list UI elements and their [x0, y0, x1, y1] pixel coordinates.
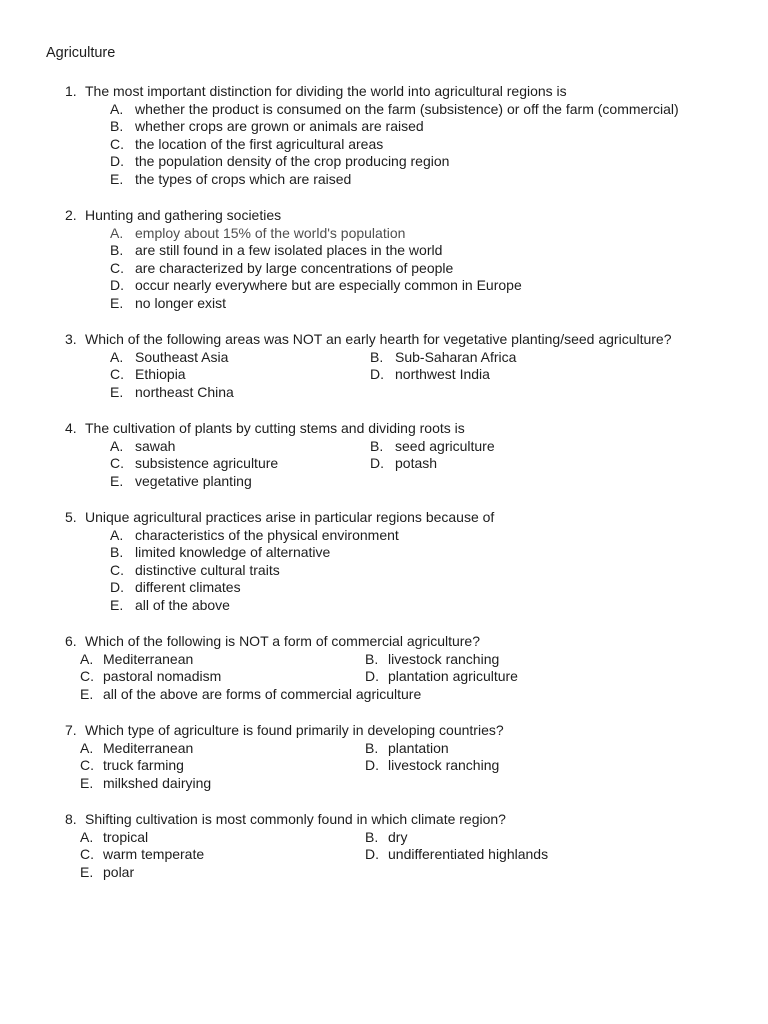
question-3-option-d [370, 366, 490, 384]
option-row [46, 260, 746, 278]
question-7-option-a [80, 740, 365, 758]
option-text: plantation agriculture [388, 668, 518, 684]
option-letter: C. [110, 135, 124, 152]
options [46, 438, 746, 491]
option-letter: A. [110, 224, 124, 241]
option-letter: D. [110, 579, 124, 595]
option-letter: C. [110, 259, 124, 276]
question-8-option-e [80, 864, 134, 882]
option-row [46, 438, 746, 456]
options [46, 349, 746, 402]
question-4-option-d [370, 455, 437, 473]
option-letter: E. [110, 294, 124, 311]
question-7-option-e [80, 775, 211, 793]
option-letter: E. [80, 863, 94, 880]
question-line [46, 83, 746, 101]
option-text: northeast China [135, 383, 234, 400]
option-text: pastoral nomadism [103, 668, 222, 684]
option-text: Mediterranean [103, 739, 194, 756]
option-letter: B. [365, 650, 379, 667]
options [46, 101, 746, 189]
question-number: 4. [65, 420, 77, 436]
option-text: livestock ranching [388, 757, 500, 773]
option-text: warm temperate [103, 846, 205, 862]
question-6-option-b [365, 651, 499, 669]
question-6-option-a [80, 651, 365, 669]
option-text: milkshed dairying [103, 774, 212, 791]
option-row [46, 864, 746, 882]
question-text: Shifting cultivation is most commonly found in which climate region? [85, 811, 506, 827]
option-text: the types of crops which are raised [135, 170, 352, 187]
option-text: whether the product is consumed on the farm (subsistence) or off the farm (commercial) [135, 100, 679, 117]
option-letter: B. [370, 437, 384, 454]
option-text: subsistence agriculture [135, 455, 279, 471]
option-letter: D. [365, 668, 379, 684]
question-6-option-c [80, 668, 365, 686]
option-row [46, 384, 746, 402]
question-line [46, 420, 746, 438]
option-text: occur nearly everywhere but are especially common in Europe [135, 277, 522, 293]
question-5 [46, 509, 746, 614]
option-row [46, 668, 746, 686]
option-letter: E. [110, 383, 124, 400]
option-text: potash [395, 455, 438, 471]
option-letter: C. [110, 455, 124, 471]
option-text: are characterized by large concentrations of people [135, 259, 454, 276]
question-2-option-b [110, 242, 442, 260]
question-6-option-e [80, 686, 421, 704]
option-row [46, 686, 746, 704]
option-letter: C. [80, 846, 94, 862]
question-4-option-e [110, 473, 252, 491]
question-line [46, 509, 746, 527]
option-letter: C. [80, 757, 94, 773]
question-line [46, 331, 746, 349]
question-line [46, 633, 746, 651]
question-1-option-b [110, 118, 424, 136]
option-text: limited knowledge of alternative [135, 544, 331, 560]
question-number: 8. [65, 811, 77, 827]
question-text: Which of the following areas was NOT an early hearth for vegetative planting/seed agriculture? [85, 331, 672, 347]
option-text: vegetative planting [135, 472, 252, 489]
question-2 [46, 207, 746, 312]
option-row [46, 740, 746, 758]
question-7-option-b [365, 740, 449, 758]
question-1-option-c [110, 136, 383, 154]
option-letter: A. [110, 437, 124, 454]
option-letter: E. [110, 472, 124, 489]
option-letter: A. [80, 650, 94, 667]
option-text: Sub-Saharan Africa [395, 348, 517, 365]
option-text: plantation [388, 739, 449, 756]
question-5-option-a [110, 527, 399, 545]
options [46, 829, 746, 882]
option-row [46, 757, 746, 775]
question-number: 6. [65, 633, 77, 649]
question-text: Which of the following is NOT a form of commercial agriculture? [85, 633, 480, 649]
option-letter: D. [365, 846, 379, 862]
question-2-option-d [110, 277, 522, 295]
question-7 [46, 722, 746, 792]
option-letter: B. [365, 828, 379, 845]
option-letter: B. [110, 242, 124, 258]
question-5-option-d [110, 579, 241, 597]
option-letter: E. [110, 596, 124, 613]
option-row [46, 597, 746, 615]
question-1-option-d [110, 153, 449, 171]
option-row [46, 136, 746, 154]
question-5-option-b [110, 544, 330, 562]
option-letter: C. [110, 561, 124, 578]
option-row [46, 579, 746, 597]
option-letter: A. [80, 828, 94, 845]
option-row [46, 455, 746, 473]
question-8-option-b [365, 829, 407, 847]
option-row [46, 544, 746, 562]
question-4-option-b [370, 438, 495, 456]
option-text: are still found in a few isolated places in the world [135, 242, 443, 258]
option-text: Mediterranean [103, 650, 194, 667]
option-text: Southeast Asia [135, 348, 229, 365]
option-text: sawah [135, 437, 176, 454]
option-text: all of the above [135, 596, 230, 613]
question-line [46, 722, 746, 740]
option-text: polar [103, 863, 135, 880]
question-3 [46, 331, 746, 401]
question-4-option-c [110, 455, 370, 473]
option-row [46, 277, 746, 295]
option-letter: D. [370, 366, 384, 382]
question-4-option-a [110, 438, 370, 456]
question-1 [46, 83, 746, 188]
option-letter: B. [110, 118, 124, 134]
option-letter: D. [365, 757, 379, 773]
option-row [46, 118, 746, 136]
question-number: 1. [65, 83, 77, 99]
question-number: 3. [65, 331, 77, 347]
option-letter: C. [110, 366, 124, 382]
question-list [46, 83, 746, 881]
option-row [46, 527, 746, 545]
option-letter: E. [110, 170, 124, 187]
option-letter: A. [110, 348, 124, 365]
question-8-option-d [365, 846, 548, 864]
option-row [46, 349, 746, 367]
options [46, 651, 746, 704]
options [46, 527, 746, 615]
option-row [46, 295, 746, 313]
question-2-option-e [110, 295, 226, 313]
option-row [46, 171, 746, 189]
question-text: Hunting and gathering societies [85, 207, 282, 223]
question-1-option-e [110, 171, 351, 189]
option-letter: C. [80, 668, 94, 684]
option-letter: D. [110, 277, 124, 293]
option-text: whether crops are grown or animals are raised [135, 118, 424, 134]
page-title: Agriculture [46, 45, 116, 61]
option-row [46, 225, 746, 243]
option-text: northwest India [395, 366, 490, 382]
option-text: the population density of the crop producing region [135, 153, 450, 169]
option-letter: E. [80, 685, 94, 702]
question-3-option-c [110, 366, 370, 384]
question-8 [46, 811, 746, 881]
question-6 [46, 633, 746, 703]
question-1-option-a [110, 101, 679, 119]
option-letter: A. [110, 100, 124, 117]
option-text: the location of the first agricultural areas [135, 135, 384, 152]
question-8-option-c [80, 846, 365, 864]
option-text: livestock ranching [388, 650, 500, 667]
question-5-option-c [110, 562, 280, 580]
question-6-option-d [365, 668, 518, 686]
question-line [46, 207, 746, 225]
option-row [46, 651, 746, 669]
option-letter: D. [370, 455, 384, 471]
option-row [46, 366, 746, 384]
question-4 [46, 420, 746, 490]
option-row [46, 562, 746, 580]
question-number: 2. [65, 207, 77, 223]
options [46, 225, 746, 313]
question-text: Unique agricultural practices arise in particular regions because of [85, 509, 495, 525]
question-line [46, 811, 746, 829]
option-letter: D. [110, 153, 124, 169]
question-3-option-b [370, 349, 516, 367]
question-8-option-a [80, 829, 365, 847]
option-row [46, 101, 746, 119]
option-text: Ethiopia [135, 366, 186, 382]
question-number: 5. [65, 509, 77, 525]
option-row [46, 242, 746, 260]
question-7-option-c [80, 757, 365, 775]
option-text: no longer exist [135, 294, 227, 311]
option-text: truck farming [103, 757, 184, 773]
option-row [46, 473, 746, 491]
option-text: characteristics of the physical environment [135, 526, 399, 543]
question-2-option-a [110, 225, 405, 243]
option-letter: E. [80, 774, 94, 791]
option-letter: A. [80, 739, 94, 756]
option-text: tropical [103, 828, 149, 845]
option-text: different climates [135, 579, 241, 595]
option-letter: B. [110, 544, 124, 560]
option-text: dry [388, 828, 408, 845]
option-row [46, 846, 746, 864]
option-text: all of the above are forms of commercial agriculture [103, 685, 422, 702]
option-row [46, 153, 746, 171]
question-number: 7. [65, 722, 77, 738]
question-7-option-d [365, 757, 499, 775]
question-5-option-e [110, 597, 230, 615]
option-text: employ about 15% of the world's population [135, 224, 406, 241]
option-row [46, 829, 746, 847]
question-text: Which type of agriculture is found primarily in developing countries? [85, 722, 504, 738]
question-3-option-e [110, 384, 234, 402]
option-text: undifferentiated highlands [388, 846, 549, 862]
option-letter: B. [365, 739, 379, 756]
option-text: seed agriculture [395, 437, 495, 454]
question-text: The cultivation of plants by cutting stems and dividing roots is [85, 420, 465, 436]
question-2-option-c [110, 260, 453, 278]
option-row [46, 775, 746, 793]
question-text: The most important distinction for dividing the world into agricultural regions is [85, 83, 567, 99]
options [46, 740, 746, 793]
question-3-option-a [110, 349, 370, 367]
option-letter: B. [370, 348, 384, 365]
option-text: distinctive cultural traits [135, 561, 280, 578]
option-letter: A. [110, 526, 124, 543]
